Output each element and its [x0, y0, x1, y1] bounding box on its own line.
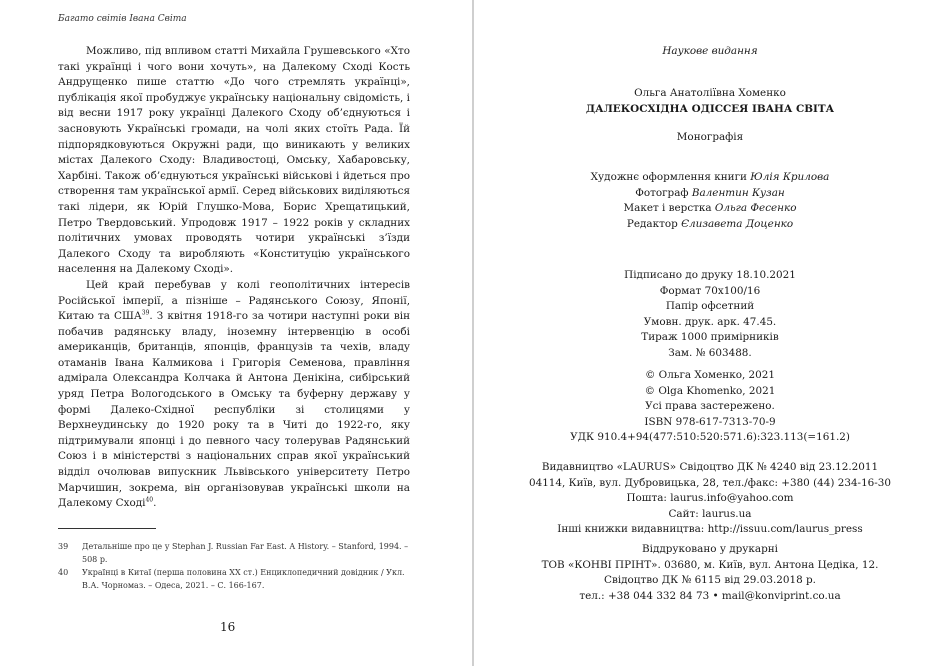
publisher-site: Сайт: laurus.ua: [668, 507, 752, 520]
credit-role: Фотограф: [635, 186, 689, 199]
body-text: [58, 44, 410, 512]
footnote-ref[interactable]: 39: [141, 309, 150, 317]
credit-role: Редактор: [626, 217, 678, 230]
copyright-line: © Olga Khomenko, 2021: [644, 384, 776, 397]
running-head: Багато світів Івана Світа: [58, 14, 187, 24]
print-spec-line: Зам. № 603488.: [668, 346, 752, 359]
udc: УДК 910.4+94(477:510:520:571.6):323.113(=161.2): [570, 431, 850, 444]
copyright-block: [474, 368, 946, 446]
paragraph-text: . З квітня 1918-го за чотири наступні роки він побачив радянську владу, іноземну інтервенцію в особі американців, британців, японців, французів та чехів, владу отаманів Івана Калмикова і Григорія Семенова, правління адмірала Олександра Колчака й Антона Денікіна, сибірський уряд Петра Вологодського в Омську та буферну державу у формі Далеко-Східної республіки зі столицями у Верхнеудинську до 1920 року та в Читі до 1922-го, яку підтримували японці і до певного часу толерував Радянський Союз і в міністерстві з національних справ якої український відділ очолював випускник Львівського університету Петро Марчишин, зокрема, він організовував українські школи на Далекому Сході: [58, 310, 411, 510]
credit-role: Художнє оформлення книги: [590, 171, 747, 183]
print-spec-line: Тираж 1000 примірників: [641, 331, 779, 344]
footnote: [58, 540, 410, 566]
title-block: [474, 86, 946, 117]
print-spec-line: Умовн. друк. арк. 47.45.: [643, 315, 777, 328]
left-page: [0, 0, 472, 666]
copyright-line: © Ольга Хоменко, 2021: [644, 369, 776, 381]
footnote-number: 40: [58, 568, 69, 577]
print-specs: [474, 268, 946, 362]
paragraph-text: Можливо, під впливом статті Михайла Грушевського «Хто такі українці і чого вони хочуть», на Далекому Сході Кость Андрущенко пише статтю «До чого стремлять українці», публікація якої пробуджує українську національну свідомість, і від весни 1917 року українці Далекого Сходу об’єднуються і засновують Українські громади, на чолі яких стоїть Рада. Їй підпорядковуються Окружні ради, що виникають у великих містах Далекого Сходу: Владивостоці, Омську, Хабаровську, Харбіні. Також об’єднуються українські військові і йдеться про створення там української армії. Серед військових виділяються такі лідери, як Юрій Глушко-Мова, Борис Хрещатицький, Петро Твердовський. Упродовж 1917 – 1922 років у складних політичних умовах проводять чотири українські з’їзди Далекого Сходу та виробляють «Конституцію українського населення на Далекому Сході».: [58, 45, 410, 276]
book-title: ДАЛЕКОСХІДНА ОДІССЕЯ ІВАНА СВІТА: [585, 102, 835, 115]
footnote: [58, 566, 410, 592]
publisher-other-books: Інші книжки видавництва: http://issuu.com/laurus_press: [557, 523, 863, 536]
publisher-block: [474, 460, 946, 538]
printer-line: ТОВ «КОНВІ ПРІНТ». 03680, м. Київ, вул. Антона Цедіка, 12.: [541, 558, 879, 571]
page-number: 16: [220, 620, 236, 634]
paragraph: [58, 44, 410, 278]
footnote-divider: [58, 528, 156, 529]
print-spec-line: Папір офсетний: [665, 300, 755, 313]
credit-line: [474, 170, 946, 186]
credit-line: [474, 201, 946, 217]
printer-contact: тел.: +38 044 332 84 73 • mail@konviprint.co.ua: [579, 589, 841, 602]
footnote-text: Українці в Китаї (перша половина XX ст.) Енциклопедичний довідник / Укл. В.А. Чорномаз. – Одеса, 2021. – С. 166-167.: [82, 568, 405, 590]
credit-name: Єлизавета Доценко: [681, 217, 794, 230]
print-spec-line: Підписано до друку 18.10.2021: [624, 269, 796, 281]
publisher-address: 04114, Київ, вул. Дубровицька, 28, тел./факс: +380 (44) 234-16-30: [528, 476, 892, 489]
printer-line: Свідоцтво ДК № 6115 від 29.03.2018 р.: [604, 574, 816, 587]
printer-block: [474, 542, 946, 604]
right-page: [474, 0, 946, 666]
genre: Монографія: [676, 131, 744, 143]
credit-role: Макет і верстка: [623, 202, 712, 215]
footnote-text: Детальніше про це у Stephan J. Russian Far East. A History. – Stanford, 1994. – 508 p.: [82, 542, 409, 564]
publisher-email: Пошта: laurus.info@yahoo.com: [626, 492, 794, 505]
credits: [474, 170, 946, 232]
edition-type-block: [474, 44, 946, 60]
credit-line: [474, 217, 946, 233]
edition-type: Наукове видання: [662, 45, 758, 57]
isbn: ISBN 978-617-7313-70-9: [644, 415, 776, 428]
footnotes: [58, 540, 410, 592]
paragraph: Цей край перебував у колі геополітичних інтересів Російської імперії, а пізніше – Радянського Союзу, Японії, Китаю та США$^{39}$. З квітня 1918-го за чотири наступні роки він побачив радянську владу, іноземну інтервенцію в особі американців, британців, японців, французів та чехів, владу отаманів Івана Калмикова і Григорія Семенова, правління адмірала Олександра Колчака й Антона Денікіна, сибірський уряд Петра Вологодського в Омську та буферну державу у формі Далеко-Східної республіки зі столицями у Верхнеудинську до 1920 року та в Читі до 1922-го, яку підтримували японці і до певного часу толерував Радянський Союз і в міністерстві з національних справ якої український відділ очолював випускник Львівського університету Петро Марчишин, зокрема, він організовував українські школи на Далекому Сході$^{40}$.: [58, 278, 411, 510]
footnote-number: 39: [58, 542, 69, 551]
credit-name: Ольга Фесенко: [714, 202, 797, 215]
paragraph-text: Цей край перебував у колі геополітичних інтересів Російської імперії, а пізніше – Радянського Союзу, Японії, Китаю та США: [58, 278, 410, 323]
publisher-line: Видавництво «LAURUS» Свідоцтво ДК № 4240 від 23.12.2011: [541, 461, 879, 473]
author-name: Ольга Анатоліївна Хоменко: [634, 87, 786, 99]
credit-name: Валентин Кузан: [691, 186, 785, 199]
credit-line: [474, 186, 946, 202]
copyright-line: Усі права застережено.: [645, 400, 775, 413]
printer-line: Віддруковано у друкарні: [642, 543, 778, 555]
print-spec-line: Формат 70x100/16: [659, 284, 761, 297]
genre-block: [474, 130, 946, 146]
credit-name: Юлія Крилова: [750, 171, 830, 183]
footnote-ref[interactable]: 40: [145, 496, 154, 504]
